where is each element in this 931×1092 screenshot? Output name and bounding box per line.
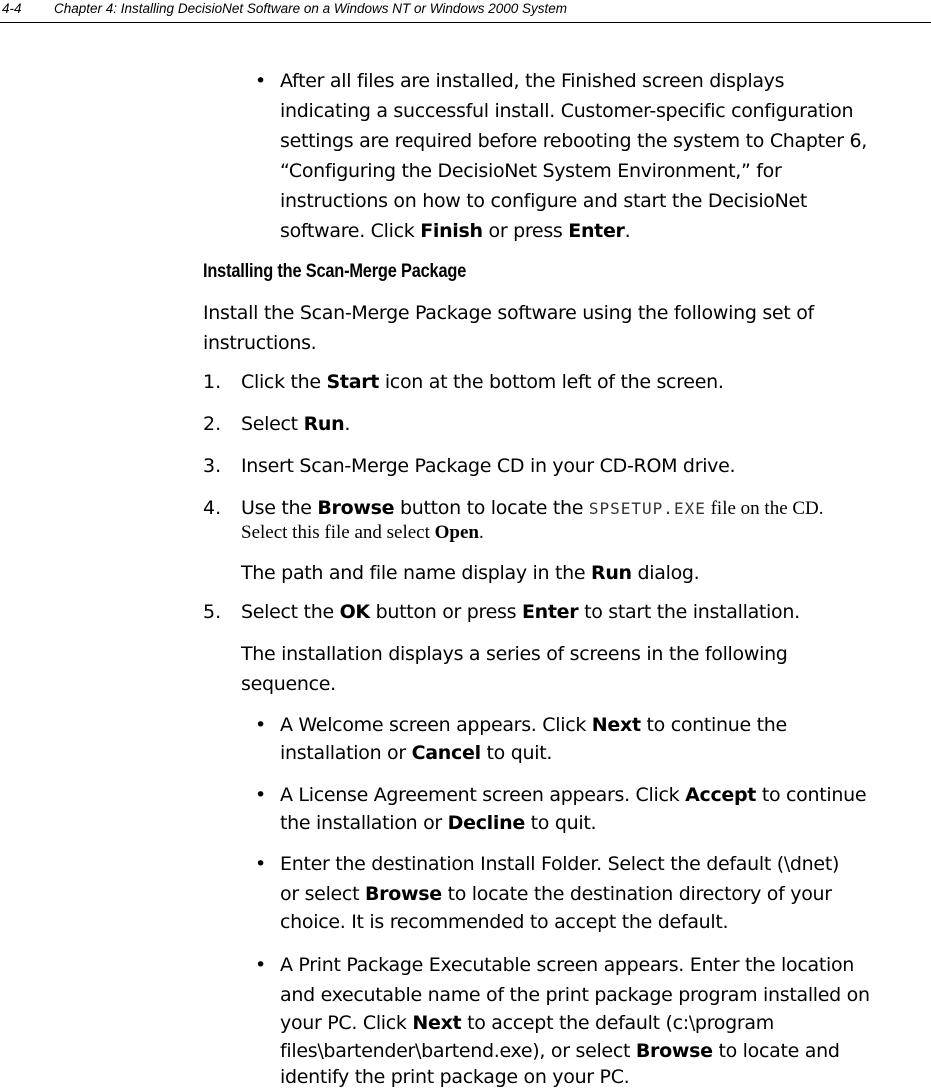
bullet-marker: • <box>255 714 267 736</box>
intro-bullet-line: indicating a successful install. Customer-specific configuration <box>280 100 854 122</box>
intro-bullet-line: instructions on how to configure and start the DecisioNet <box>280 190 808 212</box>
bullet-marker: • <box>255 853 267 875</box>
sub-bullet-line: your PC. Click Next to accept the default (c:\program <box>280 1012 774 1034</box>
step-note: The installation displays a series of screens in the following <box>241 643 788 665</box>
step-number: 4. <box>203 497 222 519</box>
section-intro: Install the Scan-Merge Package software using the following set of <box>203 302 814 324</box>
sub-bullet-line: files\bartender\bartend.exe), or select Browse to locate and <box>280 1040 840 1062</box>
page-number: 4-4 <box>2 1 22 16</box>
sub-bullet-line: the installation or Decline to quit. <box>280 812 597 834</box>
step-text: Select Run. <box>241 413 351 435</box>
step-number: 2. <box>203 413 222 435</box>
step-text: Insert Scan-Merge Package CD in your CD-ROM drive. <box>241 455 736 477</box>
intro-bullet-line: settings are required before rebooting the system to Chapter 6, <box>280 130 867 152</box>
sub-bullet-line: Enter the destination Install Folder. Select the default (\dnet) <box>280 853 840 875</box>
bullet-marker: • <box>255 70 267 92</box>
step-number: 5. <box>203 601 222 623</box>
chapter-title: Chapter 4: Installing DecisioNet Software on a Windows NT or Windows 2000 System <box>54 1 567 16</box>
section-heading: Installing the Scan-Merge Package <box>203 261 467 282</box>
sub-bullet-line: A Welcome screen appears. Click Next to continue the <box>280 714 787 736</box>
step-note: sequence. <box>241 673 336 695</box>
step-text: Select this file and select Open. <box>241 522 484 543</box>
step-text: Use the Browse button to locate the SPSETUP.EXE file on the CD. <box>241 497 824 519</box>
step-text: Select the OK button or press Enter to start the installation. <box>241 601 800 623</box>
sub-bullet-line: or select Browse to locate the destination directory of your <box>280 883 832 905</box>
enter-keyword: Enter <box>568 220 625 242</box>
step-number: 1. <box>203 371 222 393</box>
sub-bullet-line: choice. It is recommended to accept the default. <box>280 911 729 933</box>
finish-keyword: Finish <box>420 220 483 242</box>
sub-bullet-line: installation or Cancel to quit. <box>280 742 553 764</box>
step-note: The path and file name display in the Run dialog. <box>241 562 700 584</box>
page-header <box>0 0 931 23</box>
intro-bullet-line: “Configuring the DecisioNet System Environment,” for <box>280 160 782 182</box>
bullet-marker: • <box>255 954 267 976</box>
step-text: Click the Start icon at the bottom left of the screen. <box>241 371 724 393</box>
filename-code: SPSETUP.EXE <box>588 499 706 518</box>
intro-bullet-line: software. Click Finish or press Enter. <box>280 220 631 242</box>
sub-bullet-line: A License Agreement screen appears. Click Accept to continue <box>280 784 867 806</box>
bullet-marker: • <box>255 784 267 806</box>
sub-bullet-line: identify the print package on your PC. <box>280 1066 630 1088</box>
step-number: 3. <box>203 455 222 477</box>
sub-bullet-line: and executable name of the print package program installed on <box>280 984 870 1006</box>
sub-bullet-line: A Print Package Executable screen appears. Enter the location <box>280 954 855 976</box>
intro-bullet-line: After all files are installed, the Finished screen displays <box>280 70 785 92</box>
section-intro: instructions. <box>203 332 317 354</box>
